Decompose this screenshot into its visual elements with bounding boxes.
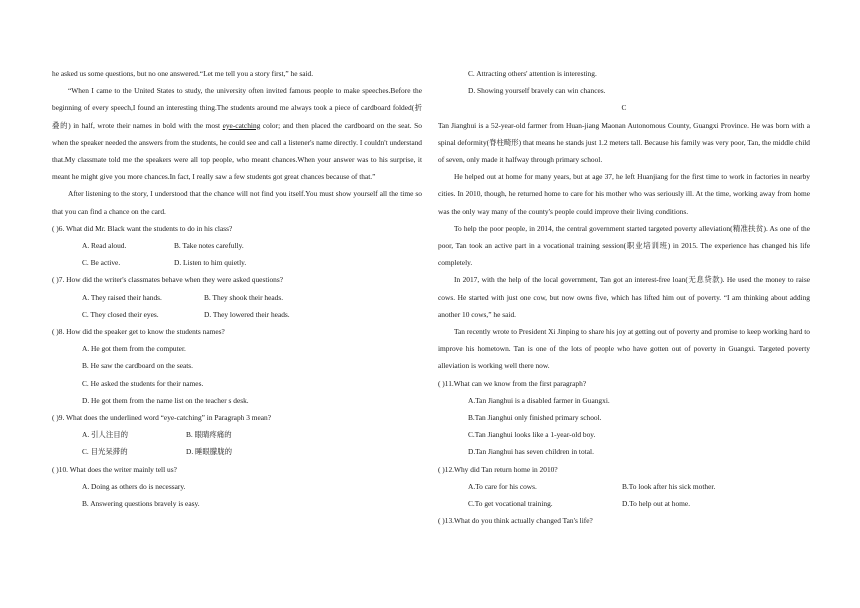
option-8a: A. He got them from the computer. [82,344,186,354]
right-column [438,65,810,529]
option-8c: C. He asked the students for their names. [82,378,204,388]
option-12c: C.To get vocational training. [468,499,553,509]
question-6-options-ab [52,237,422,254]
question-7-options-cd [52,306,422,323]
passage-c-paragraph-2: He helped out at home for many years, but at age 37, he left Huanjiang for the first time to work in factories in nearby cities. In 2010, though, he returned home to care for his mother who was seriously ill. At the time, working away from home was the only way many of the county's people could improve their living conditions. [438,172,810,216]
question-12: ( )12.Why did Tan return home in 2010? [438,464,558,474]
option-7b: B. They shook their heads. [204,292,284,302]
passage-c-paragraph-5: Tan recently wrote to President Xi Jinping to share his joy at getting out of poverty and promise to keep working hard to improve his hometown. Tan is one of the lots of people who have gotten out of poverty in Guangxi. Targeted poverty alleviation is working well there now. [438,327,810,371]
option-6a: A. Read aloud. [82,241,127,251]
question-12-options-cd [438,495,810,512]
passage-c-paragraph-3: To help the poor people, in 2014, the central government started targeted poverty alleviation(精准扶贫). As one of the poor, Tan took an active part in a vocational training session(职业培训班) in 2015. The experience has changed his life completely. [438,223,810,268]
paragraph-2 [52,82,422,185]
option-8d: D. He got them from the name list on the teacher s desk. [82,395,249,405]
question-6-options-cd [52,254,422,271]
option-11b: B.Tan Jianghui only finished primary school. [468,413,602,423]
question-11: ( )11.What can we know from the first paragraph? [438,378,587,388]
question-10: ( )10. What does the writer mainly tell us? [52,464,177,474]
option-11d: D.Tan Jianghui has seven children in total. [468,447,594,457]
paragraph-2-part-b: color; and then placed the cardboard on the seat. So when the speaker needed the answers from the students, he could see and call a listener's name directly. I couldn't understand that.My classmate told me the speakers were all top people, who meant chances.When your answer was to his surprise, it meant he might give you more chances.In fact, I really saw a few students got great chances because of that.” [52,120,422,182]
question-9-options-ab [52,426,422,443]
option-10a: A. Doing as others do is necessary. [82,481,186,491]
question-7-options-ab [52,289,422,306]
question-6: ( )6. What did Mr. Black want the students to do in his class? [52,223,233,233]
option-9a: A. 引人注目的 [82,430,128,440]
option-9c: C. 目光呆滞的 [82,447,128,457]
underlined-word: eye-catching [222,120,261,130]
section-heading: C [621,103,627,113]
option-10d: D. Showing yourself bravely can win chances. [468,86,606,96]
passage-c-paragraph-4: In 2017, with the help of the local government, Tan got an interest-free loan(无息贷款). He used the money to raise cows. He started with just one cow, but now owns five, which has lifted him out of poverty. “I am thinking about adding another 10 cows,” he said. [438,275,810,319]
option-12a: A.To care for his cows. [468,481,537,491]
question-9: ( )9. What does the underlined word “eye-catching” in Paragraph 3 mean? [52,413,272,423]
question-12-options-ab [438,478,810,495]
option-11c: C.Tan Jianghui looks like a 1-year-old boy. [468,430,596,440]
option-9b: B. 眼睛疼痛的 [186,430,232,440]
option-8b: B. He saw the cardboard on the seats. [82,361,194,371]
option-10b: B. Answering questions bravely is easy. [82,499,200,509]
left-column [52,65,422,512]
option-10c: C. Attracting others' attention is interesting. [468,69,597,78]
option-12d: D.To help out at home. [622,499,691,509]
option-11a: A.Tan Jianghui is a disabled farmer in Guangxi. [468,395,610,405]
option-12b: B.To look after his sick mother. [622,481,716,491]
option-9d: D. 睡眼朦胧的 [186,447,232,457]
option-7c: C. They closed their eyes. [82,309,159,319]
option-6b: B. Take notes carefully. [174,241,244,251]
option-7a: A. They raised their hands. [82,292,162,302]
passage-c-paragraph-1: Tan Jianghui is a 52-year-old farmer from Huan-jiang Maonan Autonomous County, Guangxi Province. He was born with a spinal deformity(脊柱畸形) that means he stands just 1.2 meters tall. Because his family was very poor, Tan, the middle child of seven, only made it halfway through primary school. [438,120,810,165]
question-13: ( )13.What do you think actually changed Tan's life? [438,516,593,526]
question-8: ( )8. How did the speaker get to know the students names? [52,327,225,337]
question-9-options-cd [52,443,422,460]
option-7d: D. They lowered their heads. [204,309,290,319]
paragraph-1: he asked us some questions, but no one answered.“Let me tell you a story first,” he said. [52,69,314,78]
question-7: ( )7. How did the writer's classmates behave when they were asked questions? [52,275,283,285]
paragraph-3: After listening to the story, I understood that the chance will not find you itself.You must show yourself all the time so that you can find a chance on the card. [52,189,422,216]
option-6d: D. Listen to him quietly. [174,258,247,268]
option-6c: C. Be active. [82,258,121,268]
paragraph-2-part-a: “When I came to the United States to study, the university often invited famous people to make speeches.Before the beginning of every speech,I found an interesting thing.The students around me always took a piece of cardboard folded(折叠的) in half, wrote their names in bold with the most [52,86,422,130]
